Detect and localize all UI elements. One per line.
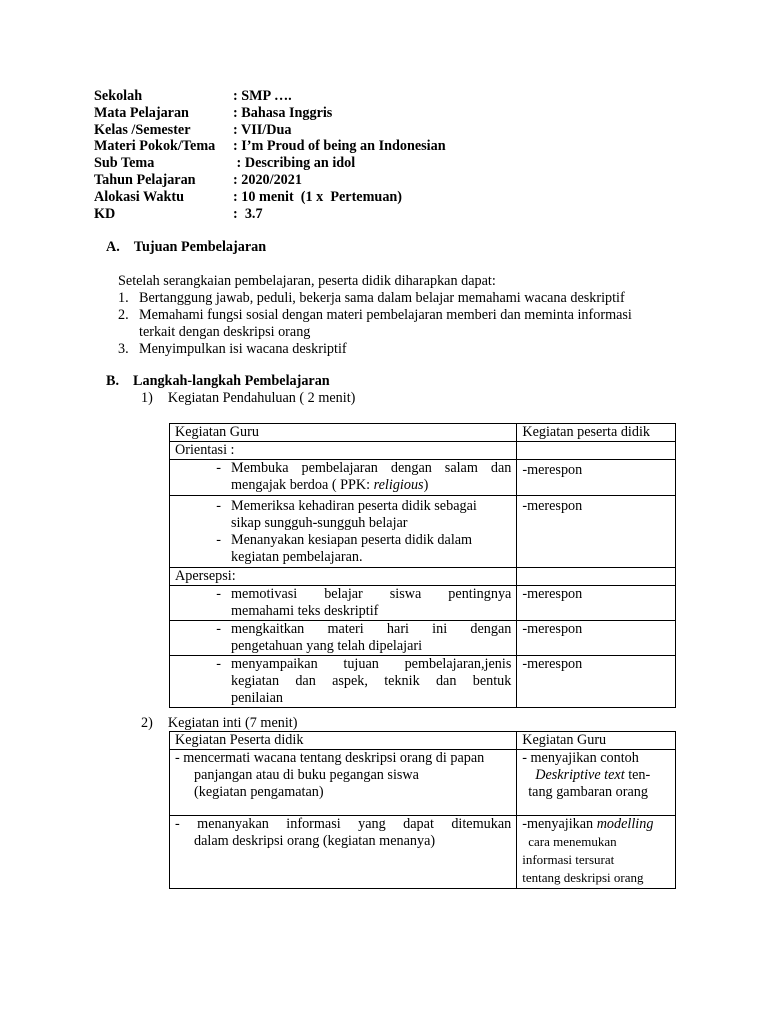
header-label: Mata Pelajaran [94,104,189,121]
table-header-row [170,732,676,750]
response-cell: -merespon [517,656,676,708]
section-a-title: Tujuan Pembelajaran [133,239,267,255]
header-value: : 10 menit (1 x Pertemuan) [233,188,403,205]
table-row: - mencermati wacana tentang deskripsi orang di papan panjangan atau di buku pegangan siswa (kegiatan pengamatan) - menyajikan contoh Deskriptive text ten- tang gambaran orang [170,750,676,816]
response-cell: -merespon [517,586,676,621]
section-b-heading [106,373,330,390]
objective-item-cont: terkait dengan deskripsi orang [139,324,311,340]
orientasi-label: Orientasi : [170,442,517,460]
header-row [94,155,446,172]
table-row: - menyampaikan tujuan pembelajaran,jenis kegiatan dan aspek, teknik dan bentuk penilaian -merespon [170,656,676,708]
objective-item: 2. Memahami fungsi sosial dengan materi pembelajaran memberi dan meminta informasi [118,307,632,323]
section-a-number: A. [106,239,120,255]
header-row [94,122,446,139]
introduction-activities-table [169,423,676,708]
step-1-heading: 1) Kegiatan Pendahuluan ( 2 menit) [141,390,356,406]
header-value: : 2020/2021 [233,171,302,188]
header-label: KD [94,205,116,222]
section-b-number: B. [106,373,120,389]
header-value: : SMP …. [233,88,292,104]
lesson-header [94,88,446,222]
section-a-heading [106,239,266,256]
header-label: Sekolah [94,88,143,104]
objectives-intro: Setelah serangkaian pembelajaran, peserta didik diharapkan dapat: [118,273,496,289]
core-activities-table [169,731,676,889]
header-label: Kelas /Semester [94,121,191,138]
header-row [94,105,446,122]
table-header-row [170,424,676,442]
step-2-heading: 2) Kegiatan inti (7 menit) [141,715,298,731]
response-cell: -merespon [517,621,676,656]
table-row: - Membuka pembelajaran dengan salam dan mengajak berdoa ( PPK: religious) -merespon [170,460,676,496]
header-label: Sub Tema [94,155,155,172]
column-header: Kegiatan peserta didik [517,424,676,442]
column-header: Kegiatan Guru [517,732,676,750]
header-value: : Describing an idol [233,155,356,172]
header-label: Materi Pokok/Tema [94,138,216,155]
table-row: - memotivasi belajar siswa pentingnya memahami teks deskriptif -merespon [170,586,676,621]
header-row [94,172,446,189]
header-row [94,206,446,223]
table-row [170,442,676,460]
table-row: - mengkaitkan materi hari ini dengan pengetahuan yang telah dipelajari -merespon [170,621,676,656]
objective-item: 1. Bertanggung jawab, peduli, bekerja sama dalam belajar memahami wacana deskriptif [118,290,625,306]
response-cell: -merespon [517,460,676,496]
column-header: Kegiatan Peserta didik [170,732,517,750]
header-value: : 3.7 [233,205,263,222]
objective-item: 3. Menyimpulkan isi wacana deskriptif [118,341,347,357]
table-row: - Memeriksa kehadiran peserta didik sebagai sikap sungguh-sungguh belajar - Menanyakan kesiapan peserta didik dalam kegiatan pembelajaran. -merespon [170,496,676,568]
header-value: : Bahasa Inggris [233,104,333,121]
table-row: - menanyakan informasi yang dapat ditemukan dalam deskripsi orang (kegiatan menanya) -menyajikan modelling cara menemukan informasi tersurat tentang deskripsi orang [170,816,676,889]
header-row [94,189,446,206]
header-label: Tahun Pelajaran [94,171,196,188]
header-value: : VII/Dua [233,121,292,138]
section-b-title: Langkah-langkah Pembelajaran [133,373,330,389]
response-cell: -merespon [517,496,676,568]
column-header: Kegiatan Guru [170,424,517,442]
header-row [94,88,446,105]
header-row [94,138,446,155]
header-value: : I’m Proud of being an Indonesian [233,138,446,155]
objectives-list [118,290,678,358]
header-label: Alokasi Waktu [94,188,185,205]
apersepsi-label: Apersepsi: [170,568,517,586]
table-row [170,568,676,586]
